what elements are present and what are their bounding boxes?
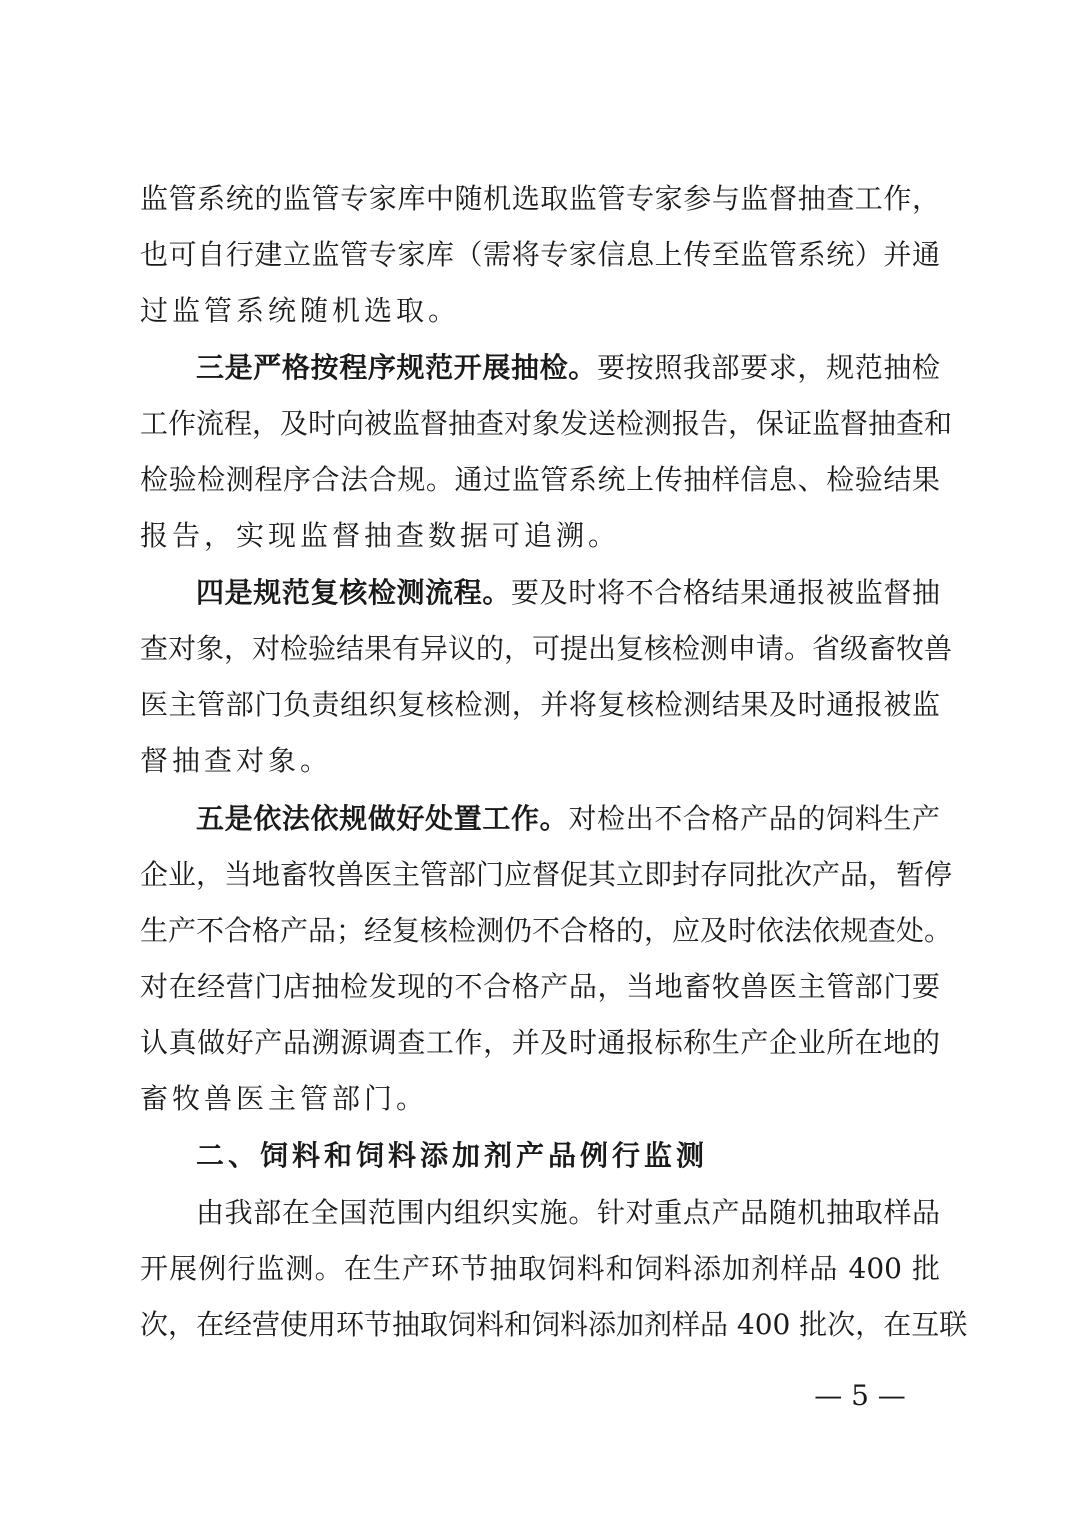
section-heading: 二、饲料和饲料添加剂产品例行监测	[196, 1139, 709, 1172]
text-line: 也可自行建立监管专家库（需将专家信息上传至监管系统）并通	[140, 238, 940, 271]
paragraph-first-line	[140, 340, 940, 396]
text-line: 认真做好产品溯源调查工作，并及时通报标称生产企业所在地的	[140, 1026, 940, 1059]
paragraph-lead: 五是依法依规做好处置工作。	[196, 802, 569, 835]
paragraph-text: 要及时将不合格结果通报被监督抽	[511, 576, 940, 609]
page-number: — 5 —	[814, 1379, 906, 1412]
text-line: 过监管系统随机选取。	[140, 294, 461, 327]
text-line: 查对象，对检验结果有异议的，可提出复核检测申请。省级畜牧兽	[140, 632, 953, 665]
text-line: 开展例行监测。在生产环节抽取饲料和饲料添加剂样品 400 批	[140, 1252, 940, 1285]
text-line: 监管系统的监管专家库中随机选取监管专家参与监督抽查工作，	[140, 182, 940, 215]
text-line: 生产不合格产品；经复核检测仍不合格的，应及时依法依规查处。	[140, 914, 953, 947]
paragraph-first-line	[140, 791, 940, 847]
text-line: 医主管部门负责组织复核检测，并将复核检测结果及时通报被监	[140, 688, 940, 721]
paragraph-first-line	[140, 565, 940, 621]
text-line: 督抽查对象。	[140, 744, 333, 777]
text-line: 企业，当地畜牧兽医主管部门应督促其立即封存同批次产品，暂停	[140, 858, 953, 891]
text-line: 报告，实现监督抽查数据可追溯。	[140, 519, 621, 552]
text-line: 畜牧兽医主管部门。	[140, 1082, 429, 1115]
text-line: 检验检测程序合法合规。通过监管系统上传抽样信息、检验结果	[140, 463, 940, 496]
text-line: 次，在经营使用环节抽取饲料和饲料添加剂样品 400 批次，在互联	[140, 1308, 968, 1341]
text-line: 工作流程，及时向被监督抽查对象发送检测报告，保证监督抽查和	[140, 407, 953, 440]
text-line: 对在经营门店抽检发现的不合格产品，当地畜牧兽医主管部门要	[140, 970, 940, 1003]
paragraph-lead: 三是严格按程序规范开展抽检。	[196, 351, 597, 384]
paragraph-text: 要按照我部要求，规范抽检	[596, 351, 940, 384]
paragraph-lead: 四是规范复核检测流程。	[196, 576, 512, 609]
paragraph-text: 对检出不合格产品的饲料生产	[568, 802, 940, 835]
document-page	[140, 0, 968, 1527]
text-line: 由我部在全国范围内组织实施。针对重点产品随机抽取样品	[196, 1196, 940, 1229]
